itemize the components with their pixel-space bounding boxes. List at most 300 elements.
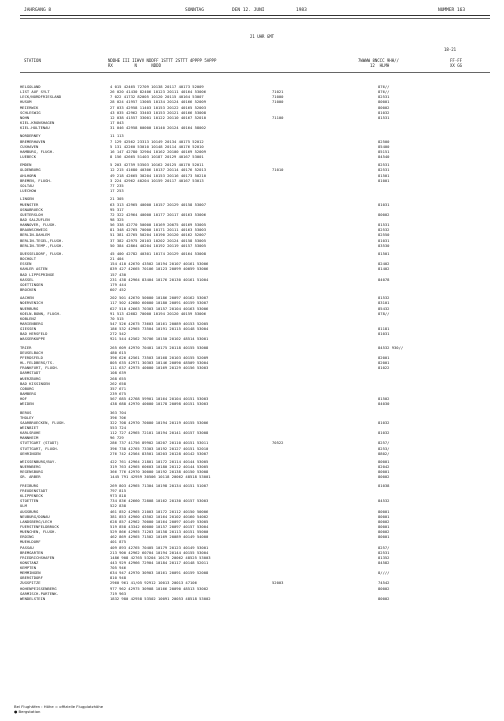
station-name: LUEBECK [20, 154, 37, 160]
table-row [20, 243, 490, 248]
station-name: STOETTEN [20, 498, 39, 504]
cloud-group: 85400 [378, 143, 390, 149]
station-name: KARLSRUHE [20, 430, 41, 436]
synop-groups: 72 322 42964 40000 10177 20117 40163 53006 [110, 211, 207, 217]
cloud-group: 81031 [378, 331, 390, 337]
extra-group: 71021 [272, 89, 284, 95]
station-name: KOBLENZ [20, 315, 37, 321]
station-group [20, 196, 490, 247]
extra-group: 71000 [272, 94, 284, 100]
footnotes [14, 704, 103, 714]
cloud-group: 80002 [378, 104, 390, 110]
station-name: PASSAU [20, 544, 34, 550]
station-name: BAD HERSFELD [20, 331, 48, 337]
synop-groups: 409 893 42765 70405 10179 20123 40149 53001 [110, 544, 209, 550]
cloud-group: 81031 [378, 201, 390, 207]
station-name: KASSEL [20, 276, 34, 282]
station-name: ESSEN [20, 261, 32, 267]
synop-groups: 522 838 [110, 503, 127, 509]
synop-groups: 553 724 [110, 425, 127, 431]
synop-groups: 443 929 42966 72904 10184 20117 40148 52011 [110, 559, 209, 565]
station-name: SAARBRUECKEN, FLUGH. [20, 419, 66, 425]
cloud-group: 84078 [378, 276, 390, 282]
cloud-group: 80002 [378, 474, 390, 480]
cloud-group: 81022 [378, 365, 390, 371]
station-name: BAD LIPPSPRINGE [20, 271, 55, 277]
station-name: LINGEN [20, 196, 34, 202]
station-name: OBERSTDORF [20, 575, 43, 581]
column-xx: XX GG [450, 63, 463, 68]
report-top-rule [20, 18, 490, 19]
synop-groups: 977 962 42975 30908 10166 20090 48513 53002 [110, 585, 209, 591]
synop-groups: 634 947 42970 30903 10161 20091 40159 52008 [110, 570, 209, 576]
cloud-group: 84532 [378, 498, 390, 504]
station-name: KIEL-HOLTENAU [20, 125, 50, 131]
cloud-group: 80001 [378, 508, 390, 514]
synop-groups: 21 404 [110, 256, 124, 262]
synop-groups: 8 156 42665 51403 10187 20129 40167 53001 [110, 154, 204, 160]
synop-groups: 7 129 42562 23313 10149 20134 40175 52012 [110, 138, 204, 144]
synop-groups: 63 313 42965 40000 10157 20129 40158 53007 [110, 201, 207, 207]
synop-groups: 357 671 [110, 385, 127, 391]
cloud-group: 82550 [378, 232, 390, 238]
cloud-group: 81032 [378, 109, 390, 115]
station-name: WENDELSTEIN [20, 595, 46, 601]
volume-label: JAHRGANG 8 [24, 8, 52, 13]
synop-groups: 810 948 [110, 575, 127, 581]
cloud-group: 81031 [378, 237, 390, 243]
synop-groups: 269 803 42965 71304 10198 20134 40151 51007 [110, 482, 209, 488]
synop-groups: 462 869 42965 71502 10169 20089 40149 54000 [110, 534, 209, 540]
synop-groups: 56 338 42770 50000 10169 20075 40169 53005 [110, 222, 207, 228]
station-table [20, 84, 490, 604]
station-name: GIESSEN [20, 326, 37, 332]
synop-groups: 95 317 [110, 206, 124, 212]
extra-group: 71010 [272, 167, 284, 173]
cloud-group: 8//// [378, 570, 390, 576]
station-name: LECK/NORDFRIESLAND [20, 94, 62, 100]
station-name: HOF [20, 396, 27, 402]
synop-groups: 77 235 [110, 182, 124, 188]
synop-groups: 213 900 42962 60704 10194 20144 40155 53004 [110, 549, 209, 555]
cloud-group: 81502 [378, 396, 390, 402]
synop-groups: 627 510 42663 70303 10157 20104 40163 53006 [110, 305, 209, 311]
synop-groups: 7 022 41732 82005 10120 20115 40164 53007 [110, 94, 204, 100]
station-name: HOHENPEISSENBERG [20, 585, 57, 591]
cloud-group: 80001 [378, 459, 390, 465]
station-name: GUETERSLOH [20, 211, 43, 217]
synop-groups: 319 763 42965 60603 10180 20112 40144 53005 [110, 464, 209, 470]
cloud-group: 878// [378, 310, 390, 316]
station-group [20, 459, 490, 480]
cloud-group: 80001 [378, 99, 390, 105]
station-name: REGENSBURG [20, 469, 43, 475]
synop-groups: 98 325 [110, 216, 124, 222]
station-name: NOHN [20, 114, 30, 120]
station-group [20, 483, 490, 601]
cloud-group: 83101 [378, 300, 390, 306]
synop-groups: 286 737 41756 89902 10207 20110 40151 53011 [110, 440, 209, 446]
station-name: FRIEDRICHSHAFEN [20, 554, 55, 560]
synop-groups: 1445 791 42959 30506 10118 20062 48518 53001 [110, 474, 211, 480]
station-name: MARIENBERG [20, 320, 43, 326]
synop-groups: 734 836 42660 72808 10162 20130 40157 53003 [110, 498, 209, 504]
station-group [20, 251, 490, 292]
station-name: KOELN-BONN, FLUGH. [20, 310, 62, 316]
cloud-group: 74542 [378, 580, 390, 586]
station-name: OLDENBURG [20, 167, 41, 173]
synop-groups: 50 384 42864 40204 10192 20119 40157 53005 [110, 242, 207, 248]
synop-groups: 45 400 42782 40301 10174 20129 40164 53008 [110, 250, 207, 256]
station-name: KIEL-KRONSHAGEN [20, 119, 55, 125]
cloud-group: 81501 [378, 250, 390, 256]
station-name: NORDERNEY [20, 133, 41, 139]
station-name: BROCKEN [20, 286, 37, 292]
table-row [20, 188, 490, 193]
station-name: CUXHAVEN [20, 143, 39, 149]
station-name: HELGOLAND [20, 84, 41, 89]
table-row [20, 596, 490, 601]
cloud-group: 85151 [378, 148, 390, 154]
synop-groups: 4 015 42465 72709 10138 20117 40173 52009 [110, 84, 204, 89]
synop-groups: 26 020 41430 82406 10123 20111 40164 53006 [110, 89, 207, 95]
column-station: STATION [24, 58, 41, 63]
synop-groups: 268 655 [110, 375, 127, 381]
station-group [20, 84, 490, 130]
cloud-group: 80002 [378, 585, 390, 591]
cloud-group: 83530 [378, 242, 390, 248]
cloud-group: 84540 [378, 154, 390, 160]
synop-groups: 27 033 42958 11403 10153 20122 40165 52003 [110, 104, 207, 110]
synop-groups: 422 761 42964 21801 10172 20114 40144 53005 [110, 459, 209, 465]
station-name: GOETTINGEN [20, 281, 43, 287]
table-row [20, 474, 490, 479]
station-name: WEIDEN [20, 401, 34, 407]
station-name: AACHEN [20, 295, 34, 301]
station-group [20, 345, 490, 407]
table-row [20, 287, 490, 292]
synop-groups: 108 639 [110, 370, 127, 376]
synop-groups: 49 218 42665 30204 10153 20116 40173 50210 [110, 172, 207, 178]
cloud-group: 82042 [378, 464, 390, 470]
station-name: FUERSTENFELDBRUCK [20, 523, 59, 529]
column-codes: NDDHE III IIHVV NDDFF 1STTT 2STTT 4PPPP 5APPP [108, 58, 217, 63]
station-name: MEIERWIK [20, 104, 39, 110]
cloud-group: 82001 [378, 360, 390, 366]
station-name: WEISSENBURG/BAY. [20, 459, 57, 465]
synop-report [20, 12, 490, 700]
cloud-group: 82531 [378, 94, 390, 100]
station-name: GARMISCH-PARTENK. [20, 590, 59, 596]
cloud-group: 84532 930// [378, 344, 404, 350]
synop-groups: 179 444 [110, 281, 127, 287]
station-name: WUERZBURG [20, 375, 41, 381]
synop-groups: 17 043 [110, 119, 124, 125]
cloud-group: 85432 [378, 305, 390, 311]
cloud-group: 84030 [378, 401, 390, 407]
extra-group: 52003 [272, 580, 284, 586]
synop-groups: 186 532 42965 73504 10191 20115 40148 53004 [110, 326, 209, 332]
cloud-group: 82532 [378, 227, 390, 233]
cloud-group: 81532 [378, 295, 390, 301]
cloud-group: 8253/ [378, 445, 390, 451]
synop-groups: 17 253 [110, 188, 124, 194]
table-row [20, 125, 490, 130]
station-name: BERLIN-TEMP.,FLUGH. [20, 242, 64, 248]
cloud-group: 81032 [378, 430, 390, 436]
synop-groups: 480 615 [110, 349, 127, 355]
cloud-group: 82531 [378, 167, 390, 173]
synop-groups: 12 215 41680 40306 10137 20114 40176 52013 [110, 167, 207, 173]
synop-groups: 366 776 42970 30000 10192 20138 40150 53008 [110, 469, 209, 475]
station-name: PFERDSFELD [20, 355, 43, 361]
cloud-group: 80002 [378, 211, 390, 217]
date-label: DEN 12. JUNI [232, 8, 265, 13]
synop-groups: 519 858 43342 60000 10157 20097 40157 53004 [110, 523, 209, 529]
cloud-group: 81001 [378, 177, 390, 183]
synop-groups: 363 704 [110, 409, 127, 415]
year-label: 1983 [296, 8, 307, 13]
column-ff: FF-FF [450, 58, 463, 63]
synop-groups: 12 038 41557 33001 10122 20110 40167 52010 [110, 114, 207, 120]
synop-groups: 396 706 [110, 414, 127, 420]
cloud-group: 876// [378, 84, 390, 89]
column-groups: 7WWWW 8NCCC 9HH// [358, 58, 399, 63]
station-name: ZUGSPITZE [20, 580, 41, 586]
column-groups-sub: 12 HLMH [370, 63, 390, 68]
station-name: FREIBURG [20, 482, 39, 488]
synop-groups: 628 857 42962 70000 10164 20097 40149 53005 [110, 518, 209, 524]
station-name: BREMGARTEN [20, 549, 43, 555]
synop-groups: 1832 980 42958 53502 10091 20053 48518 53002 [110, 595, 211, 601]
station-name: NOERVENICH [20, 300, 43, 306]
weekday-label: SONNTAG [185, 8, 204, 13]
station-group [20, 295, 490, 341]
extra-group: 71100 [272, 114, 284, 120]
synop-groups: 461 852 42965 21003 10172 20112 40150 50006 [110, 508, 209, 514]
station-group [20, 133, 490, 159]
station-name: HUSUM [20, 99, 32, 105]
synop-groups: 231 438 42964 83404 10176 20130 40161 51004 [110, 276, 209, 282]
cloud-group: 81531 [378, 222, 390, 228]
cloud-group: 80001 [378, 513, 390, 519]
synop-groups: 43 035 42962 33403 10153 20121 40166 53008 [110, 109, 207, 115]
cloud-group: 82001 [378, 355, 390, 361]
station-name: HAMBURG, FLUGH. [20, 148, 55, 154]
cloud-group: 8257/ [378, 544, 390, 550]
synop-groups: 16 147 42780 32904 10162 20100 40169 52009 [110, 148, 207, 154]
column-codes-sub: RX N NDDD [108, 63, 161, 68]
synop-groups: 607 452 [110, 286, 127, 292]
synop-groups: 797 815 [110, 487, 127, 493]
cloud-group: 81501 [378, 172, 390, 178]
station-name: KEMPTEN [20, 565, 37, 571]
synop-groups: 239 675 [110, 391, 127, 396]
cloud-group: 82500 [378, 138, 390, 144]
synop-groups: 265 609 42970 70401 10175 20118 40155 53008 [110, 344, 209, 350]
synop-groups: 202 501 42670 50000 10186 20097 40162 53007 [110, 295, 209, 301]
cloud-group: 876// [378, 89, 390, 95]
station-name: BRAUNSCHWEIG [20, 227, 48, 233]
station-name: BAD SALZUFLEN [20, 216, 50, 222]
synop-groups: 396 738 42765 73303 10192 20127 40151 52010 [110, 445, 209, 451]
station-name: STUTTGART (STADT) [20, 440, 59, 446]
synop-groups: 70 515 [110, 315, 124, 321]
synop-groups: 805 635 42971 30303 10146 20090 48509 53004 [110, 360, 209, 366]
cloud-group: 82531 [378, 162, 390, 168]
station-name: DARMSTADT [20, 370, 41, 376]
synop-groups: 719 963 [110, 590, 127, 596]
table-row [20, 154, 490, 159]
synop-groups: 262 658 [110, 380, 127, 386]
station-name: BAMBERG [20, 391, 37, 396]
station-name: MUENCHEN, FLUGH. [20, 529, 57, 535]
synop-groups: 322 708 42970 70000 10194 20119 40155 53006 [110, 419, 209, 425]
synop-groups: 2960 961 41/05 92912 10013 20013 47106 [110, 580, 197, 586]
station-name: MEMMINGEN [20, 570, 41, 576]
cloud-group: 82402 [378, 261, 390, 267]
cloud-group: 80001 [378, 534, 390, 540]
station-name: OSNABRUECK [20, 206, 43, 212]
cloud-group: 80001 [378, 469, 390, 475]
station-name: COBURG [20, 385, 34, 391]
cloud-group: 80002 [378, 518, 390, 524]
station-name: OEHRINGEN [20, 450, 41, 456]
station-name: FRANKFURT, FLUGH. [20, 365, 59, 371]
station-name: DUESSELDORF, FLUGH. [20, 250, 64, 256]
station-name: NEUBURG/DONAU [20, 513, 50, 519]
station-name: NUERNBERG [20, 464, 41, 470]
cloud-group: 80002 [378, 595, 390, 601]
synop-groups: 529 866 42965 71203 10158 20113 40151 55000 [110, 529, 209, 535]
station-name: THOLEY [20, 414, 34, 420]
station-name: BOCHOLT [20, 256, 37, 262]
cloud-group: 81038 [378, 482, 390, 488]
station-name: EMDEN [20, 162, 32, 168]
cloud-group: 82531 [378, 549, 390, 555]
station-name: MUEHLDORF [20, 539, 41, 545]
station-name: STUTTGART, FLUGH. [20, 445, 59, 451]
station-name: KAHLER ASTEN [20, 266, 48, 272]
cloud-group: 81352 [378, 554, 390, 560]
synop-groups: 21 305 [110, 196, 124, 202]
synop-groups: 111 637 42975 40000 10169 20129 40156 53003 [110, 365, 209, 371]
cloud-group: 80002 [378, 529, 390, 535]
synop-groups: 28 024 41957 13005 10134 20124 40166 52009 [110, 99, 207, 105]
synop-groups: 3 224 42962 40204 10159 20117 40167 53013 [110, 177, 204, 183]
synop-groups: 5 131 42260 53010 10148 20114 40176 52010 [110, 143, 204, 149]
station-name: NUERBURG [20, 305, 39, 311]
station-name: HL.FELDBERG/TS. [20, 360, 55, 366]
synop-groups: 276 742 42564 83501 10203 20128 40142 53007 [110, 450, 209, 456]
synop-groups: 381 853 42960 43502 10164 20102 40160 54002 [110, 513, 209, 519]
station-name: GR. ARBER [20, 474, 41, 480]
issue-number: NUMMER 163 [438, 8, 466, 13]
report-time: 21 UHR GMT [250, 34, 275, 39]
synop-groups: 81 348 42765 70000 10171 20111 40163 53003 [110, 227, 207, 233]
station-name: TRIER [20, 344, 32, 350]
cloud-group: 8802/ [378, 450, 390, 456]
extra-group: 70522 [272, 440, 284, 446]
synop-groups: 547 526 42675 73603 10161 20089 40153 52005 [110, 320, 209, 326]
station-name: BREMEN, FLUGH. [20, 177, 53, 183]
table-row [20, 451, 490, 456]
station-name: SCHLESWIG [20, 109, 41, 115]
station-name: KONSTANZ [20, 559, 39, 565]
report-pages: 18-21 [444, 47, 457, 52]
cloud-group: 80001 [378, 523, 390, 529]
footnote-airports: Bei Flughäfen : Höhe = offizielle Flugplatzhöhe [14, 704, 104, 709]
synop-groups: 396 626 42561 73503 10168 20103 40155 52009 [110, 355, 209, 361]
cloud-group: 8257/ [378, 440, 390, 446]
station-name: BERUS [20, 409, 32, 415]
station-name: BAD KISSINGEN [20, 380, 50, 386]
synop-groups: 91 513 42682 70000 10194 20120 40159 53006 [110, 310, 207, 316]
synop-groups: 705 946 [110, 565, 127, 571]
station-name: FREUDENSTADT [20, 487, 48, 493]
synop-groups: 973 818 [110, 493, 127, 499]
station-name: DEUSELBACH [20, 349, 43, 355]
station-name: BERLIN-TEGEL,FLUGH. [20, 237, 64, 243]
station-name: MUENSTER [20, 201, 39, 207]
synop-groups: 37 382 42975 20103 10202 20124 40158 53005 [110, 237, 207, 243]
station-name: WASSERKUPPE [20, 336, 46, 342]
station-name: AHLHORN [20, 172, 37, 178]
column-header-rule [20, 72, 490, 73]
cloud-group: 81402 [378, 266, 390, 272]
synop-groups: 5 203 42759 53503 10162 20125 40170 52011 [110, 162, 204, 168]
station-name: ULM [20, 503, 27, 509]
station-name: AUGSBURG [20, 508, 39, 514]
extra-group: 71000 [272, 99, 284, 105]
station-name: BERLIN-DAHLEM [20, 232, 50, 238]
cloud-group: 84582 [378, 559, 390, 565]
station-name: KLIPPENECK [20, 493, 43, 499]
synop-groups: 921 544 42562 70706 10150 20102 48514 53001 [110, 336, 209, 342]
station-group [20, 162, 490, 193]
station-name: HANNOVER, FLUGH. [20, 222, 57, 228]
station-name: BREMERHAVEN [20, 138, 46, 144]
station-name: WEINBIET [20, 425, 39, 431]
footnote-mountain: ● Bergstation [14, 709, 41, 714]
table-row [20, 336, 490, 341]
station-name: LIST AUF SYLT [20, 89, 50, 95]
cloud-group: 81032 [378, 419, 390, 425]
station-name: LANDSBERG/LECH [20, 518, 53, 524]
synop-groups: 154 410 42670 43502 10194 20107 40161 53006 [110, 261, 209, 267]
synop-groups: 438 688 42970 40000 10178 20098 40151 53003 [110, 401, 209, 407]
synop-groups: 567 685 42768 59901 10164 20104 40151 53003 [110, 396, 209, 402]
synop-groups: 1486 908 42765 53204 10175 20062 48525 53003 [110, 554, 211, 560]
station-name: SOLTAU [20, 182, 34, 188]
station-name: ERDING [20, 534, 34, 540]
synop-groups: 117 502 42680 60000 10180 20091 40159 53007 [110, 300, 209, 306]
synop-groups: 401 875 [110, 539, 127, 545]
synop-groups: 839 427 42665 70106 10123 20099 40059 53006 [110, 266, 209, 272]
synop-groups: 272 542 [110, 331, 127, 337]
station-name: LUECHOW [20, 188, 37, 194]
synop-groups: 11 113 [110, 133, 124, 139]
table-row [20, 401, 490, 406]
cloud-group: 81181 [378, 326, 390, 332]
synop-groups: 31 046 42958 00000 10140 20124 40164 58002 [110, 125, 207, 131]
synop-groups: 157 430 [110, 271, 127, 277]
synop-groups: 112 727 42965 72101 10194 20141 40157 53008 [110, 430, 209, 436]
station-group [20, 410, 490, 456]
station-name: MANNHEIM [20, 435, 39, 441]
synop-groups: 51 381 42765 50204 10190 20120 40162 52007 [110, 232, 207, 238]
cloud-group: 81531 [378, 114, 390, 120]
